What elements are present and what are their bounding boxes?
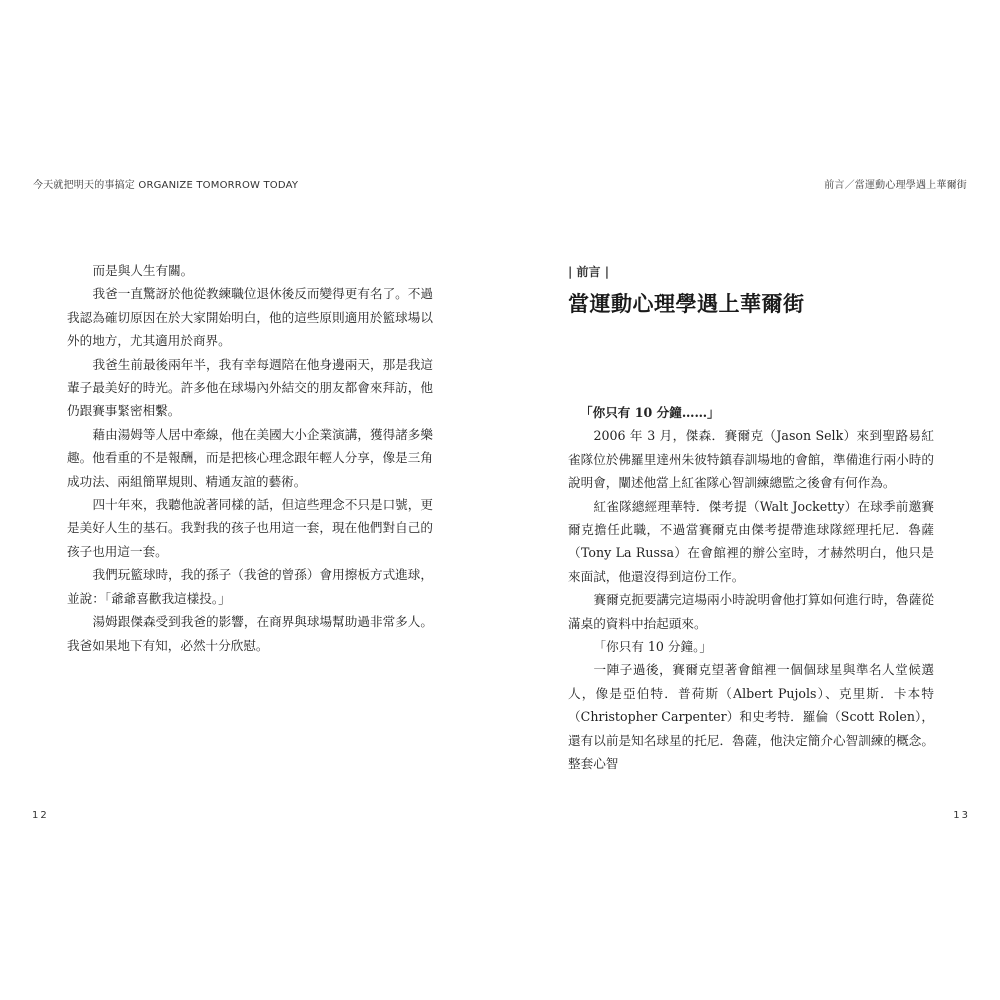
paragraph: 我們玩籃球時，我的孫子（我爸的曾孫）會用擦板方式進球，並說：「爺爺喜歡我這樣投。」 [67, 567, 433, 606]
paragraph: 而是與人生有關。 [92, 263, 194, 278]
paragraph: 四十年來，我聽他說著同樣的話，但這些理念不只是口號，更是美好人生的基石。我對我的孩子也用這一套，現在他們對自己的孩子也用這一套。 [67, 497, 433, 559]
chapter-title: 當運動心理學遇上華爾街 [568, 291, 805, 316]
paragraph: 藉由湯姆等人居中牽線，他在美國大小企業演講，獲得諸多樂趣。他看重的不是報酬，而是把核心理念跟年輕人分享，像是三角成功法、兩組簡單規則、精通友誼的藝術。 [67, 426, 433, 489]
sub-heading: 「你只有 10 分鐘……」 [580, 405, 720, 420]
paragraph: 紅雀隊總經理華特．傑考提（Walt Jocketty）在球季前邀賽爾克擔任此職，不過當賽爾克由傑考提帶進球隊經理托尼．魯薩（Tony La Russa）在會館裡的辦公室時，才赫然明白，他只是來面試，他還沒得到這份工作。 [568, 498, 934, 584]
paragraph: 我爸生前最後兩年半，我有幸每週陪在他身邊兩天，那是我這輩子最美好的時光。許多他在球場內外結交的朋友都會來拜訪，他仍跟賽事緊密相繫。 [67, 356, 433, 419]
paragraph: 2006 年 3 月，傑森．賽爾克（Jason Selk）來到聖路易紅雀隊位於佛羅里達州朱彼特鎮春訓場地的會館，準備進行兩小時的說明會，闡述他當上紅雀隊心智訓練總監之後會有何作為。 [568, 428, 934, 491]
paragraph: 一陣子過後，賽爾克望著會館裡一個個球星與準名人堂候選人，像是亞伯特．普荷斯（Albert Pujols）、克里斯．卡本特（Christopher Carpenter）和史考特．羅倫（Scott Rolen），還有以前是知名球星的托尼．魯薩，他決定簡介心智訓練的概念。整套心智 [568, 662, 934, 772]
right-page [500, 0, 1000, 1000]
page-number-right: 13 [953, 810, 970, 821]
paragraph: 「你只有 10 分鐘。」 [593, 639, 712, 655]
page-number-left: 12 [32, 810, 49, 821]
running-header-left: 今天就把明天的事搞定 ORGANIZE TOMORROW TODAY [33, 180, 299, 191]
paragraph: 我爸一直驚訝於他從教練職位退休後反而變得更有名了。不過我認為確切原因在於大家開始明白，他的這些原則適用於籃球場以外的地方，尤其適用於商界。 [67, 286, 433, 349]
paragraph: 賽爾克扼要講完這場兩小時說明會他打算如何進行時，魯薩從滿桌的資料中抬起頭來。 [568, 592, 934, 631]
running-header-right: 前言／當運動心理學遇上華爾街 [824, 180, 967, 191]
left-body-text [67, 259, 433, 657]
section-label: | 前言 | [568, 265, 610, 279]
paragraph: 湯姆跟傑森受到我爸的影響，在商界與球場幫助過非常多人。我爸如果地下有知，必然十分欣慰。 [67, 614, 433, 653]
right-body-text [568, 401, 934, 776]
